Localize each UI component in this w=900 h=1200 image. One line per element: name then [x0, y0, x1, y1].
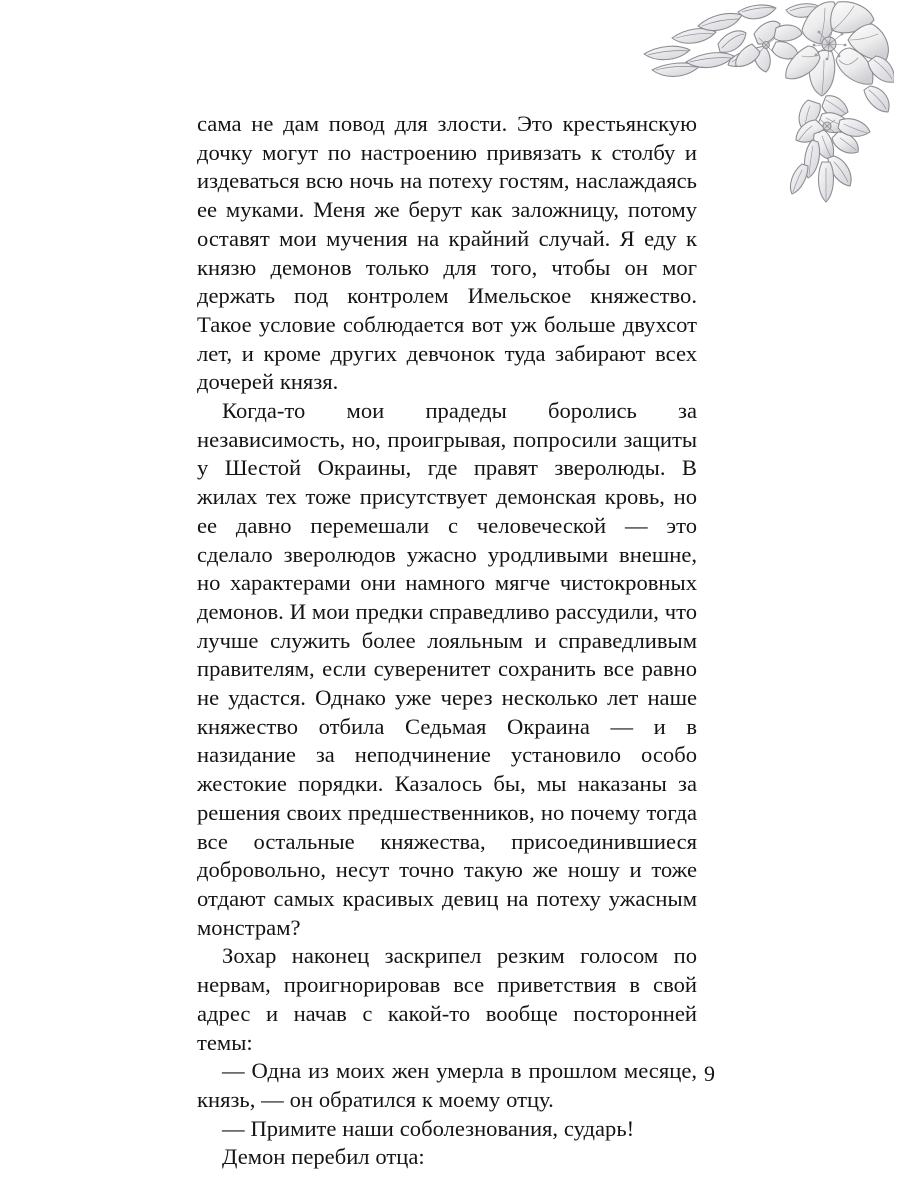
paragraph: Когда-то мои прадеды боролись за независимость, но, проигрывая, попросили защиты у Шестой Окраины, где правят зверолюды. В жилах тех тоже присутствует демонская кровь, но ее давно перемешали с человеческой — это сделало зверолюдов ужасно уродливыми внешне, но характерами они намного мягче чистокровных демонов. И мои предки справедливо рассудили, что лучше служить более лояльным и справедливым правителям, если суверенитет сохранить все равно не удастся. Однако уже через несколько лет наше княжество отбила Седьмая Окраина — и в назидание за неподчинение установило особо жестокие порядки. Казалось бы, мы наказаны за решения своих предшественников, но почему тогда все остальные княжества, присоединившиеся добровольно, несут точно такую же ношу и тоже отдают самых красивых девиц на потеху ужасным монстрам?: [197, 398, 697, 940]
paragraph: Зохар наконец заскрипел резким голосом по нервам, проигнорировав все приветствия в свой адрес и начав с какой-то вообще посторонней темы:: [197, 943, 697, 1055]
paragraph: — Примите наши соболезнования, сударь!: [222, 1115, 635, 1141]
ornament-main-lily: [786, 2, 889, 96]
paragraph: сама не дам повод для злости. Это крестьянскую дочку могут по настроению привязать к столбу и издеваться всю ночь на потеху гостям, наслаждаясь ее муками. Меня же берут как заложницу, потому оставят мои мучения на крайний случай. Я еду к князю демонов только для того, чтобы он мог держать под контролем Имельское княжество. Такое условие соблюдается вот уж больше двухсот лет, и кроме других девчонок туда забирают всех дочерей князя.: [197, 111, 697, 395]
ornament-small-lily-left: [736, 21, 802, 72]
ornament-bottom-tail: [790, 96, 870, 202]
ornament-lower-lily: [796, 113, 858, 160]
paragraph: — Одна из моих жен умерла в прошлом месяце, князь, — он обратился к моему отцу.: [197, 1058, 697, 1112]
page-number: 9: [704, 1061, 715, 1086]
ornament-left-arm: [644, 4, 822, 77]
page-text-column: [197, 110, 697, 1172]
ornament-right-leaves: [864, 56, 894, 112]
paragraph: Демон перебил отца:: [222, 1144, 425, 1170]
